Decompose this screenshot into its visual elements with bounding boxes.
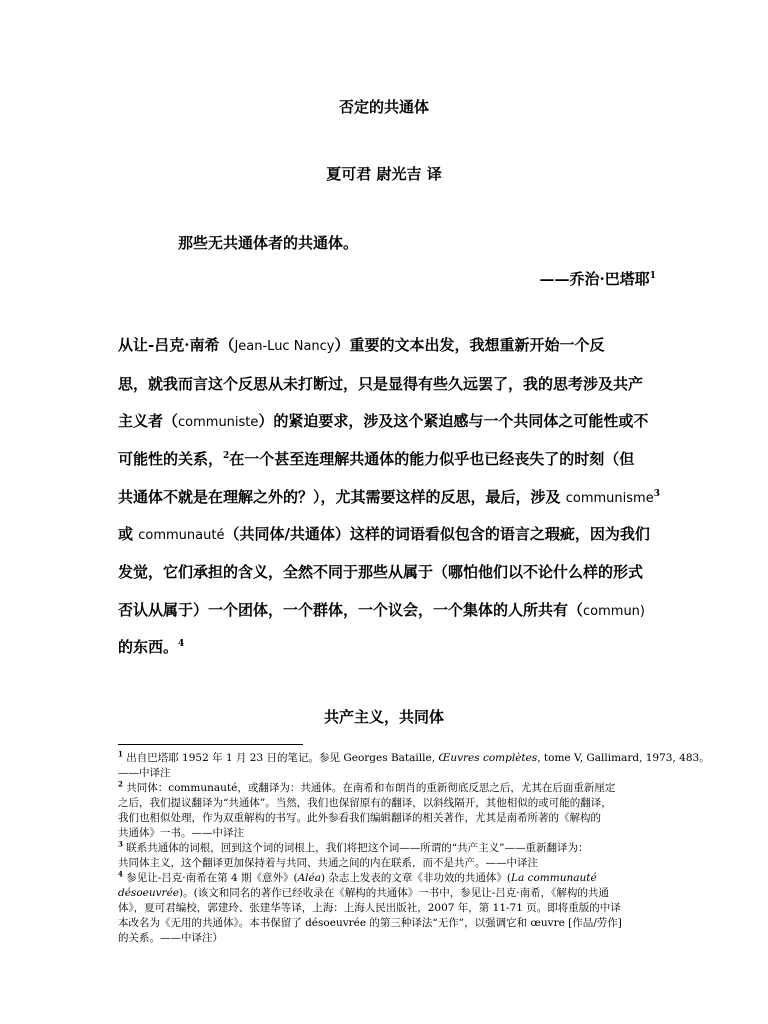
section-heading: 共产主义，共同体 xyxy=(323,708,444,726)
paragraph-line: 思，就我而言这个反思从未打断过，只是显得有些久远罢了，我的思考涉及共产 xyxy=(118,375,644,393)
page-title: 否定的共通体 xyxy=(338,98,429,116)
footnote: $^3$ 联系共通体的词根，回到这个词的词根上，我们将把这个词——所谓的“共产主义”——重新翻译为： xyxy=(118,839,589,854)
footnote-line: désoeuvrée)。(该文和同名的著作已经收录在《解构的共通体》一书中，参见让-吕克·南希，《解构的共通 xyxy=(118,887,609,899)
paragraph-line: 可能性的关系，$^2$在一个甚至连理解共通体的能力似乎也已经丧失了的时刻（但 xyxy=(118,450,635,468)
footnote: $^2$ 共同体：communauté，或翻译为：共通体。在南希和布朗肖的重新彻底反思之后，尤其在后面重新厘定 xyxy=(118,779,616,794)
footnote-line: 我们也相似处理，作为双重解构的书写。此外参看我们编辑翻译的相关著作，尤其是南希所著的《解构的 xyxy=(118,812,601,824)
paragraph-line: 发觉，它们承担的含义，全然不同于那些从属于（哪怕他们以不论什么样的形式 xyxy=(118,563,644,581)
footnote-line: 共同体主义，这个翻译更加保持着与共同、共通之间的内在联系，而不是共产。——中译注 xyxy=(118,857,538,869)
epigraph-attribution: ——乔治·巴塔耶$^1$ xyxy=(539,270,656,288)
footnote: $^1$ 出自巴塔耶 1952 年 1 月 23 日的笔记。参见 Georges Bataille, Œuvres complètes, tome V, Gallimard, 1973, 483。 xyxy=(118,749,710,764)
epigraph: 那些无共通体者的共通体。 xyxy=(178,234,359,252)
translators: 夏可君 尉光吉 译 xyxy=(326,165,442,183)
paragraph-line: 否认从属于）一个团体，一个群体，一个议会，一个集体的人所共有（commun) xyxy=(118,601,645,619)
paragraph-line: 的东西。$^4$ xyxy=(118,638,185,656)
paragraph-line: 或 communauté（共同体/共通体）这样的词语看似包含的语言之瑕疵，因为我们 xyxy=(118,525,650,543)
footnote-line: 体》，夏可君编校，郭建玲、张建华等译，上海：上海人民出版社，2007 年，第 11-71 页。即将重版的中译 xyxy=(118,902,621,914)
footnote-divider xyxy=(118,744,303,745)
footnote-line: 的关系。——中译注） xyxy=(118,932,223,944)
paragraph-line: 从让-吕克·南希（Jean-Luc Nancy）重要的文本出发，我想重新开始一个反 xyxy=(118,336,605,354)
footnote-line: 共通体》一书。——中译注 xyxy=(118,827,244,839)
footnote: $^4$ 参见让-吕克·南希在第 4 期《意外》(Aléa) 杂志上发表的文章《非功效的共通体》(La communauté xyxy=(118,869,597,884)
footnote-line: 之后，我们提议翻译为“共通体”。当然，我们也保留原有的翻译，以斜线隔开，其他相似的或可能的翻译， xyxy=(118,797,612,809)
footnote-line: 本改名为《无用的共通体》。本书保留了 désoeuvrée 的第三种译法“无作”，以强调它和 œuvre [作品/劳作] xyxy=(118,917,622,929)
paragraph-line: 主义者（communiste）的紧迫要求，涉及这个紧迫感与一个共同体之可能性或不 xyxy=(118,412,649,430)
paragraph-line: 共通体不就是在理解之外的？），尤其需要这样的反思，最后，涉及 communisme$^3$ xyxy=(118,488,660,506)
footnote-line: ——中译注 xyxy=(118,767,171,779)
